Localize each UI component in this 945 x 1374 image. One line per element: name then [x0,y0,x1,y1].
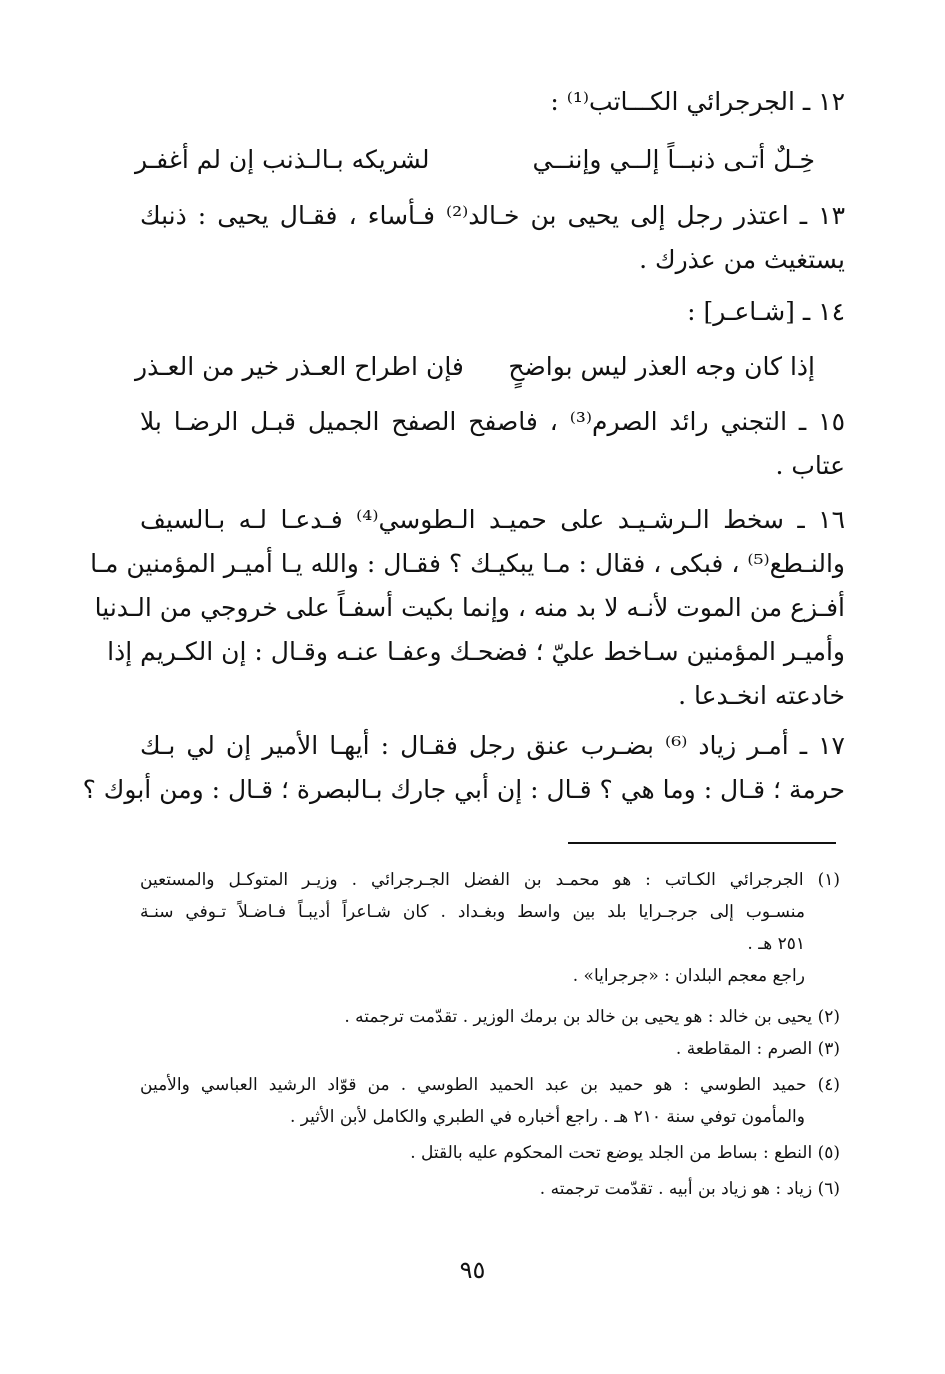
entry-15-line-1: ١٥ ـ التجني رائد الصرم⁽³⁾ ، فاصفح الصفح الجميل قبـل الرضـا بلا [140,407,845,436]
footnote-4-line-1: (٤) حميد الطوسي : هو حميد بن عبد الحميد الطوسي . من قوّاد الرشيد العباسي والأمين [140,1075,840,1095]
footnote-1-line-1: (١) الجرجرائي الكـاتب : هو محمـد بن الفضل الجـرجرائي . وزيـر المتوكـل والمستعين [140,870,840,890]
page-number: ٩٥ [459,1256,486,1284]
entry-12-header: ١٢ ـ الجرجرائي الكـــاتب⁽¹⁾ : [550,87,845,116]
footnote-4-line-2: والمأمون توفي سنة ٢١٠ هـ . راجع أخباره في الطبري والكامل لأبن الأثير . [289,1107,805,1127]
entry-16-line-4: وأميـر المؤمنين سـاخط عليّ ؛ فضحـك وعفـا عنـه وقـال : إن الكـريم إذا [107,637,845,666]
entry-16-line-5: خادعته انخـدعا . [678,681,845,710]
entry-17-line-1: ١٧ ـ أمـر زياد ⁽⁶⁾ بضـرب عنق رجل فقـال : أيهـا الأمير إن لي بـك [140,731,845,760]
footnote-3: (٣) الصرم : المقاطعة . [675,1039,840,1059]
entry-16-line-3: أفـزع من الموت لأنـه لا بد منه ، وإنما بكيت أسفـاً على خروجي من الـدنيا [94,593,845,622]
verse-1 [135,140,815,180]
entry-15-line-2: عتاب . [775,451,845,480]
verse-1-first-hemistich: خِـلٌ أتـى ذنبــاً إلــي وإننــي [532,145,815,174]
footnote-1-line-2: منسـوب إلى جرجـرايا بلد بين واسط وبغـداد . كان شـاعراً أديبـاً فـاضـلاً تـوفي سنـة [140,902,805,922]
footnote-1-line-4: راجع معجم البلدان : «جرجرايا» . [572,966,805,986]
entry-16-line-1: ١٦ ـ سخط الـرشـيـد على حميـد الـطوسي⁽⁴⁾ فـدعـا لـه بـالسيف [140,505,845,534]
footnote-2: (٢) يحيى بن خالد : هو يحيى بن خالد بن برمك الوزير . تقدّمت ترجمته . [344,1007,840,1027]
entry-13-line-2: يستغيث من عذرك . [639,245,845,274]
entry-14-header: ١٤ ـ [شـاعـر] : [687,297,845,326]
verse-2-second-hemistich: فإن اطراح العـذر خير من العـذر [135,352,464,381]
entry-13-line-1: ١٣ ـ اعتذر رجل إلى يحيى بن خـالد⁽²⁾ فـأساء ، فقـال يحيى : ذنبك [140,201,845,230]
footnote-separator [568,842,836,844]
entry-16-line-2: والنـطع⁽⁵⁾ ، فبكى ، فقال : مـا يبكيـك ؟ فقـال : والله يـا أميـر المؤمنين مـا [90,549,845,578]
verse-2 [135,347,815,387]
entry-17-line-2: حرمة ؛ قـال : وما هي ؟ قـال : إن أبي جارك بـالبصرة ؛ قـال : ومن أبوك ؟ [82,775,845,804]
verse-2-first-hemistich: إذا كان وجه العذر ليس بواضحٍ [508,352,815,381]
footnote-1-line-3: ٢٥١ هـ . [747,934,805,954]
verse-1-second-hemistich: لشريكه بـالـذنب إن لم أغفـر [135,145,430,174]
footnote-6: (٦) زياد : هو زياد بن أبيه . تقدّمت ترجمته . [539,1179,840,1199]
footnote-5: (٥) النطع : بساط من الجلد يوضع تحت المحكوم عليه بالقتل . [410,1143,840,1163]
